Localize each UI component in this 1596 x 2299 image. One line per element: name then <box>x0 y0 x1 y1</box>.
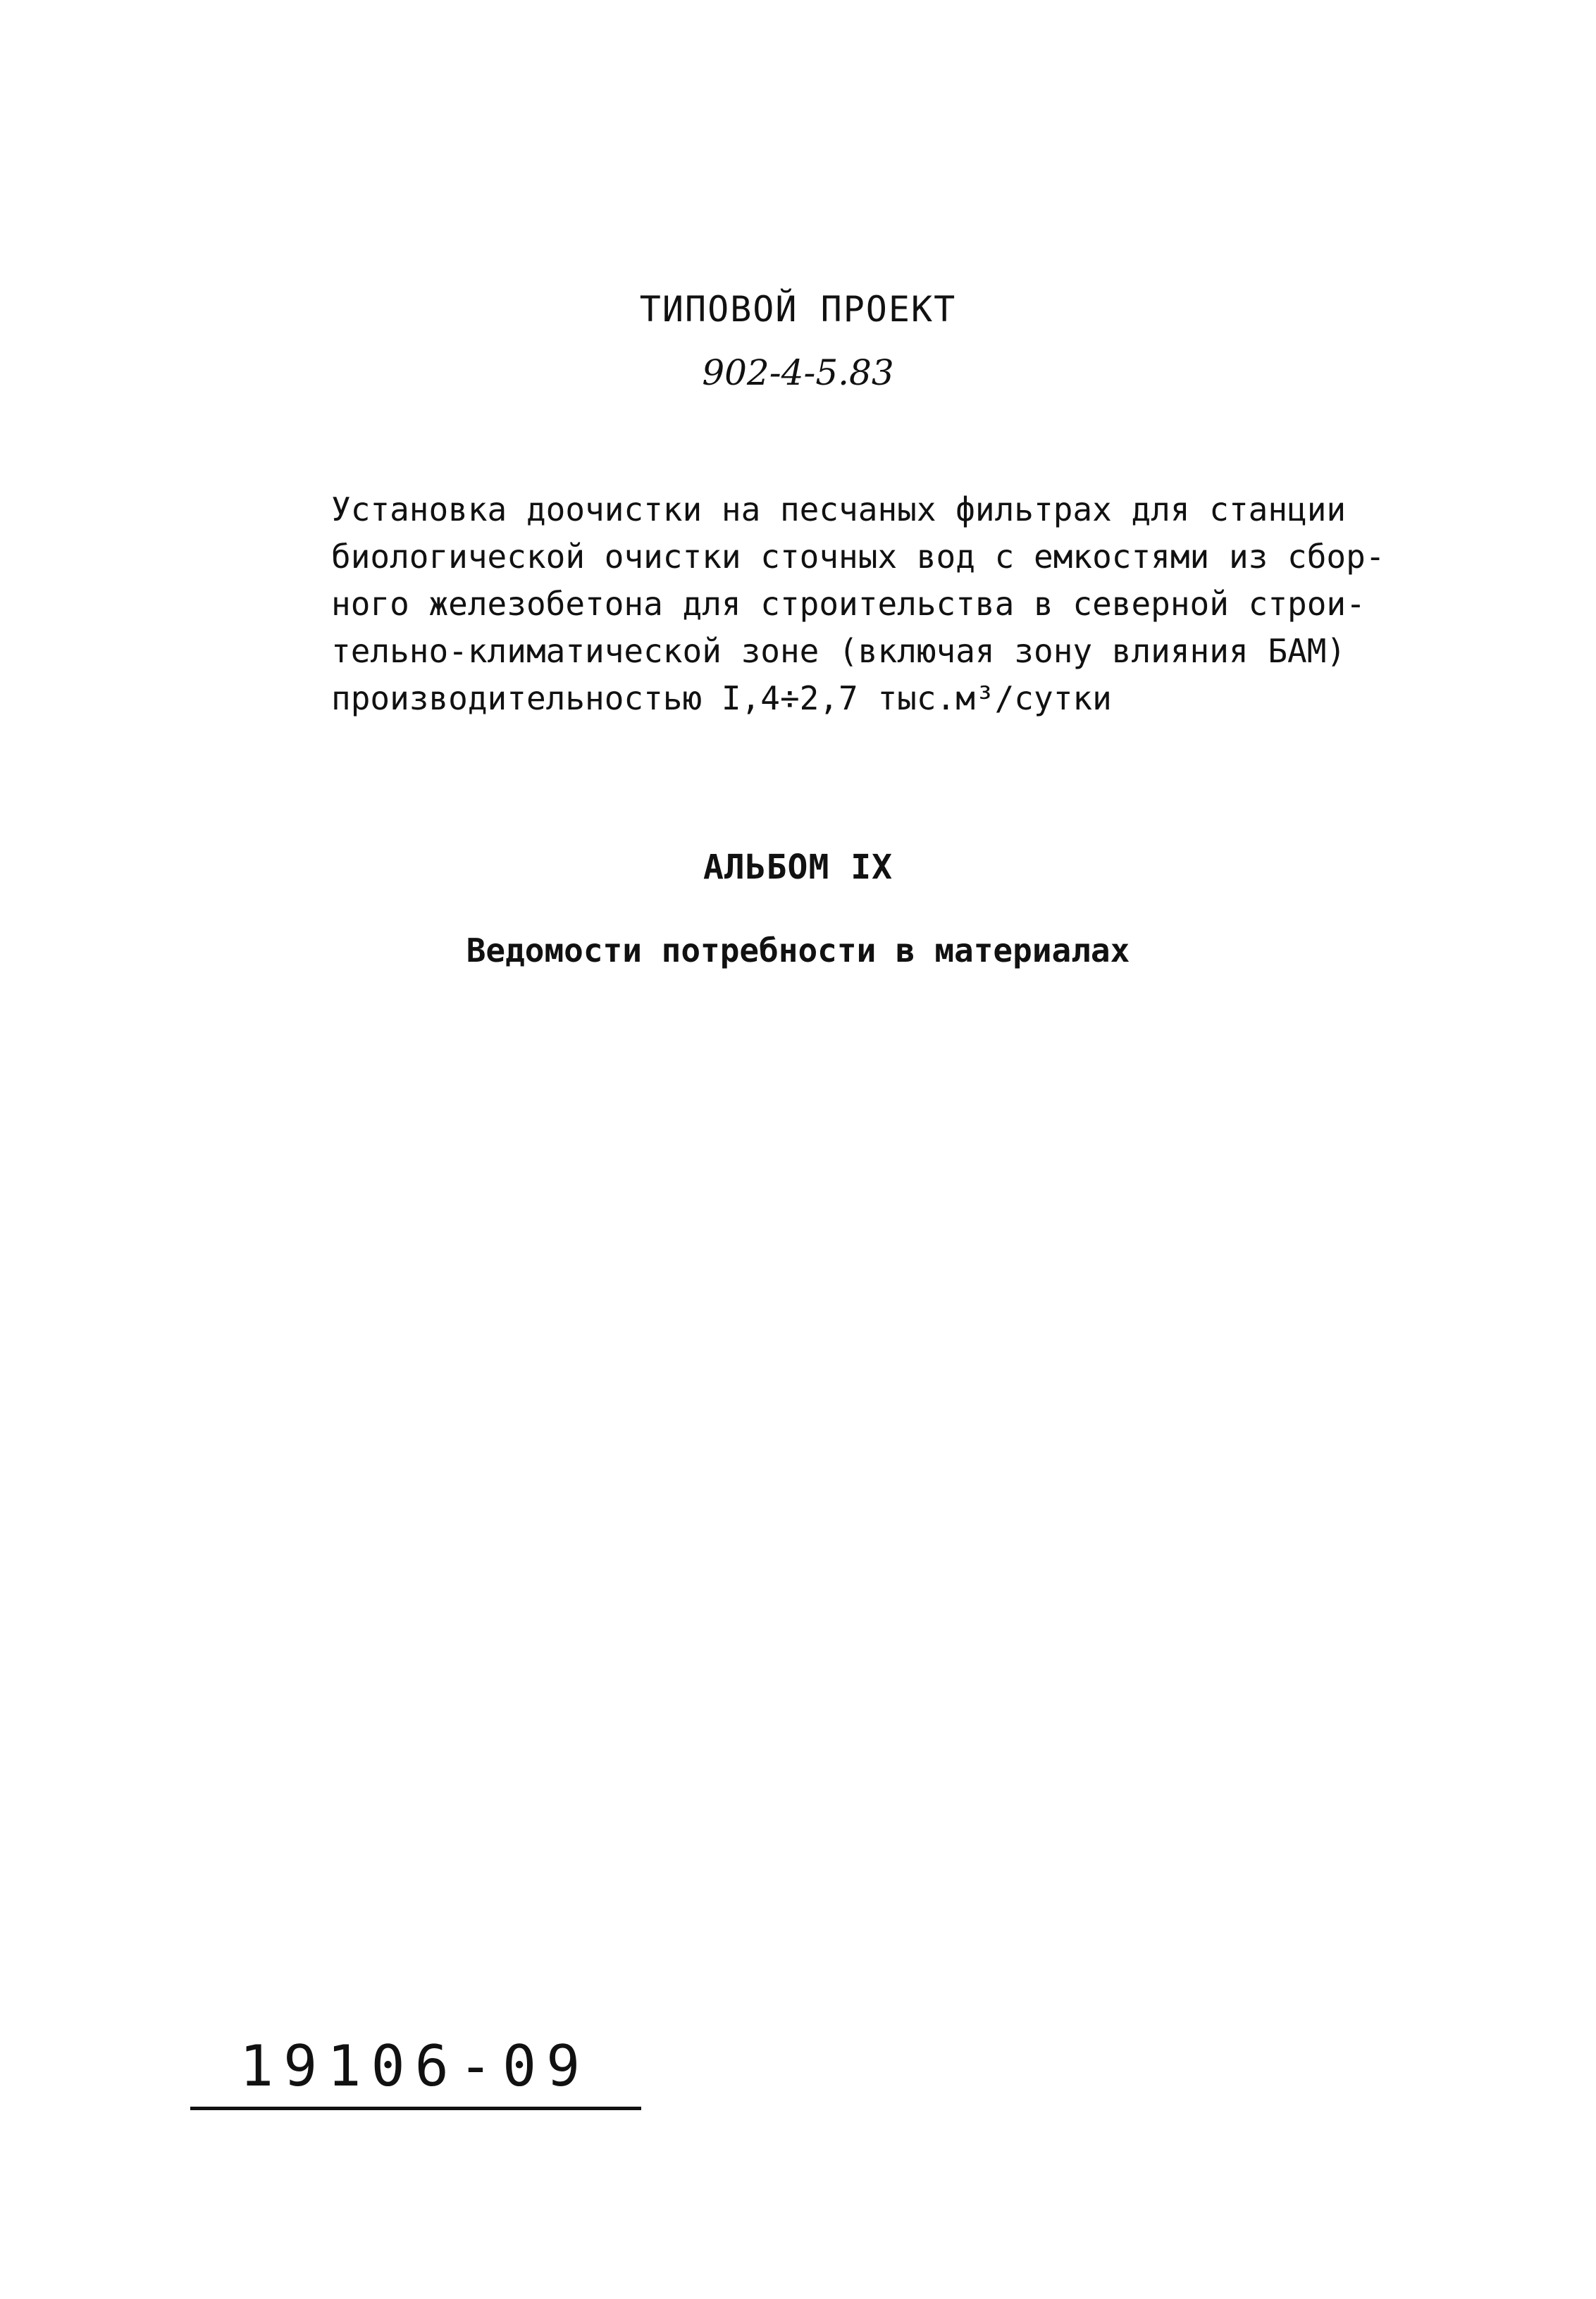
project-description <box>331 486 1430 722</box>
description-line: Установка доочистки на песчаных фильтрах для станции <box>331 490 1347 528</box>
inventory-number: 19106-09 <box>240 2033 590 2099</box>
project-number: 902-4-5.83 <box>702 352 894 393</box>
description-line: производительностью I,4÷2,7 тыс.м³/сутки <box>331 679 1112 717</box>
description-line: тельно-климатической зоне (включая зону влияния БАМ) <box>331 632 1347 670</box>
document-title: ТИПОВОЙ ПРОЕКТ <box>639 289 957 330</box>
album-subtitle: Ведомости потребности в материалах <box>466 931 1130 969</box>
album-label: АЛЬБОМ IX <box>703 848 893 887</box>
description-line: ного железобетона для строительства в северной строи- <box>331 585 1366 623</box>
description-line: биологической очистки сточных вод с емкостями из сбор- <box>331 538 1385 576</box>
inventory-stamp <box>190 2029 641 2110</box>
